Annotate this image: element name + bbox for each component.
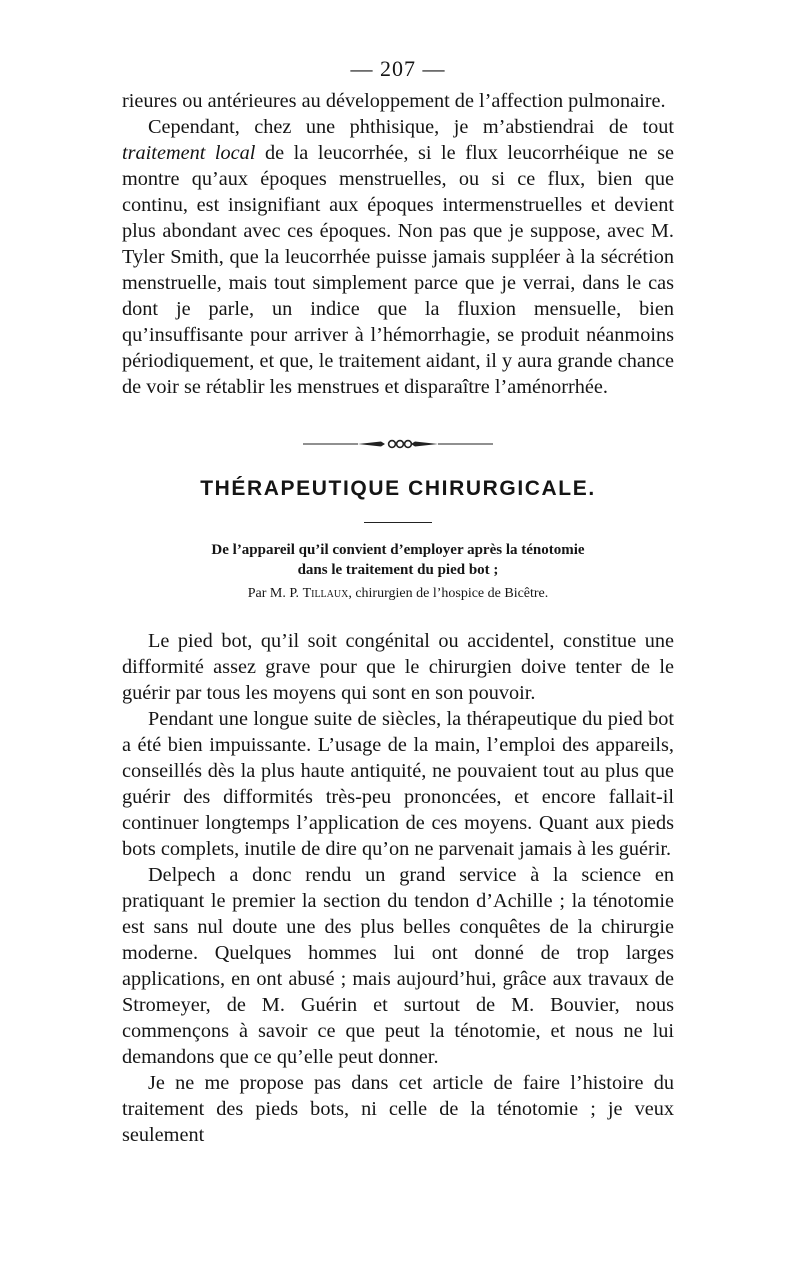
title-divider [364, 522, 432, 523]
byline-author: Tillaux [302, 586, 349, 601]
paragraph-leucorrhee [122, 114, 674, 400]
section-title: THÉRAPEUTIQUE CHIRURGICALE. [200, 477, 596, 500]
body-paragraph-4: Je ne me propose pas dans cet article de faire l’histoire du traitement des pieds bots, ni celle de la ténotomie ; je veux seulement [122, 1072, 674, 1146]
article-title-line-1: De l’appareil qu’il convient d’employer après la ténotomie [211, 542, 585, 558]
byline-prefix: Par M. P. [247, 586, 303, 601]
article-byline [122, 584, 674, 604]
paragraph-leucorrhee-rest: de la leucorrhée, si le flux leucorrhéique ne se montre qu’aux époques menstruelles, ou si ce flux, bien que continu, est insignifiant aux époques intermenstruelles et devient plus abondant avec ces époques. Non pas que je suppose, avec M. Tyler Smith, que la leucorrhée puisse jamais suppléer à la sécrétion menstruelle, mais tout simplement parce que je verrai, dans le cas dont je parle, un indice que la fluxion mensuelle, bien qu’insuffisante pour arriver à l’hémorrhagie, se produit néanmoins périodiquement, et que, le traitement aidant, il y aura grande chance de voir se rétablir les menstrues et disparaître l’aménorrhée. [122, 142, 674, 398]
paragraph-leucorrhee-start: Cependant, chez une phthisique, je m’abstiendrai de tout [148, 116, 674, 138]
byline-suffix: , chirurgien de l’hospice de Bicêtre. [348, 586, 549, 601]
article-title [122, 540, 674, 580]
book-page [122, 56, 674, 1148]
section-ornament-icon [303, 438, 493, 450]
article-title-line-2: dans le traitement du pied bot ; [297, 562, 499, 578]
paragraph-leucorrhee-italic: traitement local [122, 142, 256, 164]
body-paragraph-1: Le pied bot, qu’il soit congénital ou accidentel, constitue une difformité assez grave pour que le chirurgien doive tenter de le guérir par tous les moyens qui sont en son pouvoir. [122, 630, 674, 704]
continuation-paragraph: rieures ou antérieures au développement de l’affection pulmonaire. [122, 90, 666, 112]
body-paragraph-2: Pendant une longue suite de siècles, la thérapeutique du pied bot a été bien impuissante. L’usage de la main, l’emploi des appareils, conseillés dès la plus haute antiquité, ne pouvaient tout au plus que guérir des difformités très-peu prononcées, et encore fallait-il continuer longtemps l’application de ces moyens. Quant aux pieds bots complets, inutile de dire qu’on ne parvenait jamais à les guérir. [122, 708, 674, 860]
body-paragraph-3: Delpech a donc rendu un grand service à la science en pratiquant le premier la section du tendon d’Achille ; la ténotomie est sans nul doute une des plus belles conquêtes de la chirurgie moderne. Quelques hommes lui ont donné de trop larges applications, en ont abusé ; mais aujourd’hui, grâce aux travaux de Stromeyer, de M. Guérin et surtout de M. Bouvier, nous commençons à savoir ce que peut la ténotomie, et nous ne lui demandons que ce qu’elle peut donner. [122, 864, 674, 1068]
page-number: — 207 — [350, 56, 446, 81]
